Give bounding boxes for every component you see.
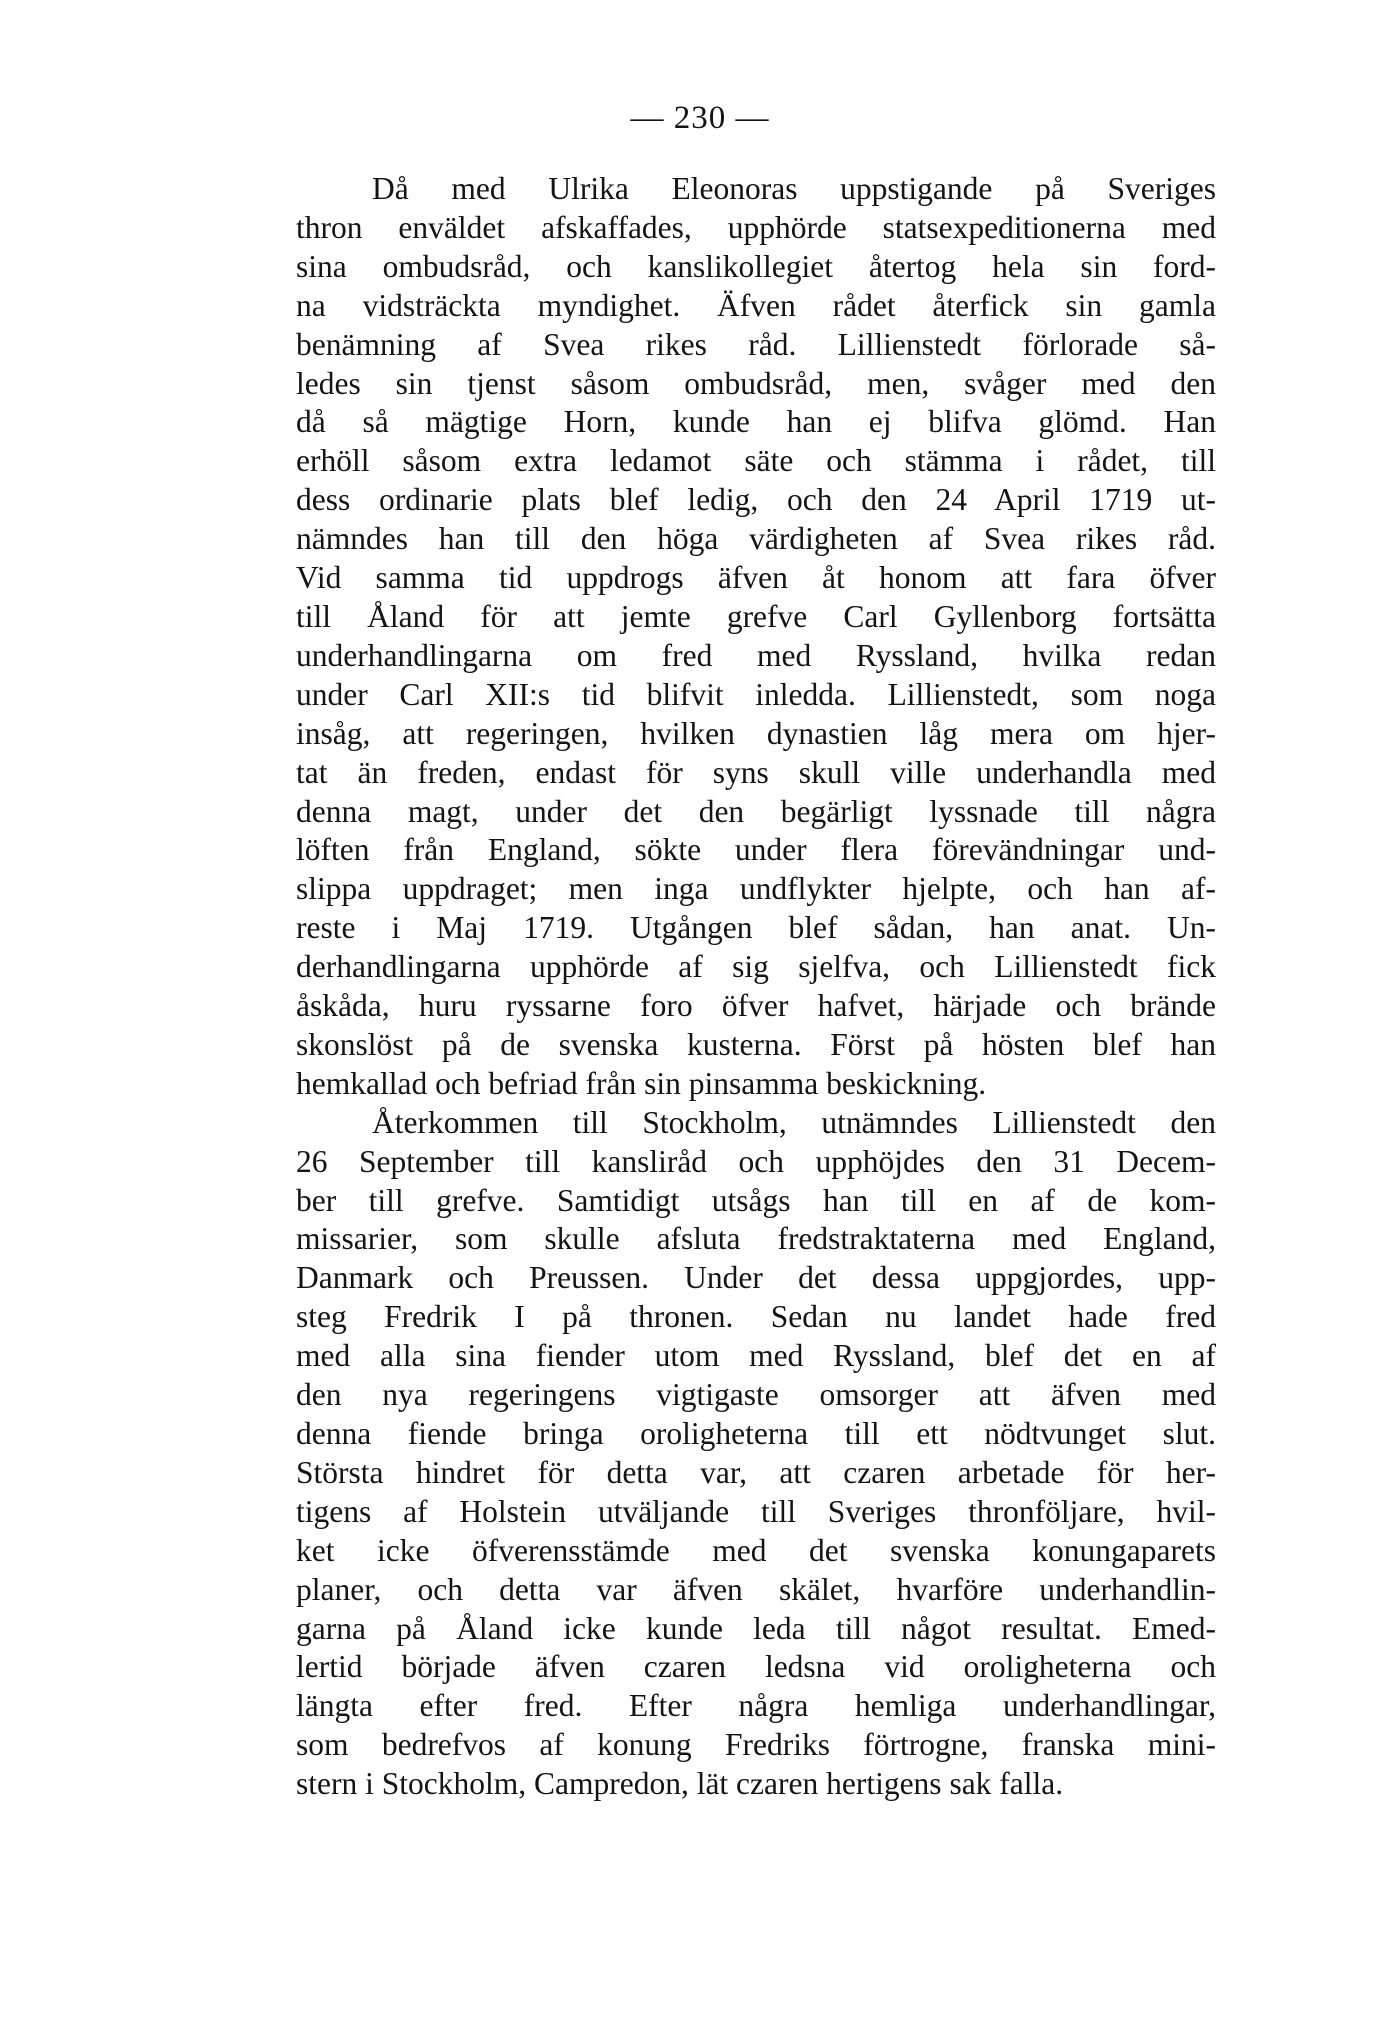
text-line: reste i Maj 1719. Utgången blef sådan, han anat. Un- (296, 910, 1216, 946)
text-line: som bedrefvos af konung Fredriks förtrogne, franska mini- (296, 1727, 1216, 1763)
paragraph-2 (296, 1104, 1216, 1804)
text-line: sina ombudsråd, och kanslikollegiet återtog hela sin ford- (296, 248, 1216, 284)
text-line: under Carl XII:s tid blifvit inledda. Lillienstedt, som noga (296, 676, 1216, 712)
text-line: den nya regeringens vigtigaste omsorger att äfven med (296, 1377, 1216, 1413)
text-line: derhandlingarna upphörde af sig sjelfva, och Lillienstedt fick (296, 949, 1216, 985)
text-line: ket icke öfverensstämde med det svenska konungaparets (296, 1532, 1216, 1568)
text-line: tigens af Holstein utväljande till Sveriges thronföljare, hvil- (296, 1493, 1216, 1529)
text-line: med alla sina fiender utom med Ryssland, blef det en af (296, 1338, 1216, 1374)
text-line: ber till grefve. Samtidigt utsågs han till en af de kom- (296, 1182, 1216, 1218)
text-line: stern i Stockholm, Campredon, lät czaren hertigens sak falla. (296, 1766, 1064, 1802)
text-line: insåg, att regeringen, hvilken dynastien låg mera om hjer- (296, 715, 1216, 751)
text-line: benämning af Svea rikes råd. Lillienstedt förlorade så- (296, 326, 1216, 362)
page-number: — 230 — (630, 100, 770, 136)
text-line: 26 September till kansliråd och upphöjdes den 31 Decem- (296, 1143, 1216, 1179)
text-line: löften från England, sökte under flera förevändningar und- (296, 832, 1216, 868)
text-line: planer, och detta var äfven skälet, hvarföre underhandlin- (296, 1571, 1216, 1607)
text-line: thron enväldet afskaffades, upphörde statsexpeditionerna med (296, 209, 1216, 245)
text-line: åskåda, huru ryssarne foro öfver hafvet, härjade och brände (296, 988, 1216, 1024)
text-line: lertid började äfven czaren ledsna vid oroligheterna och (296, 1649, 1216, 1685)
text-line: ledes sin tjenst såsom ombudsråd, men, svåger med den (296, 365, 1216, 401)
text-line: till Åland för att jemte grefve Carl Gyllenborg fortsätta (296, 598, 1216, 634)
text-line: dess ordinarie plats blef ledig, och den 24 April 1719 ut- (296, 482, 1216, 518)
text-line: nämndes han till den höga värdigheten af Svea rikes råd. (296, 521, 1216, 557)
text-line: Återkommen till Stockholm, utnämndes Lillienstedt den (372, 1104, 1216, 1140)
text-line: denna magt, under det den begärligt lyssnade till några (296, 793, 1216, 829)
text-line: skonslöst på de svenska kusterna. Först på hösten blef han (296, 1026, 1216, 1062)
paragraph-1 (296, 170, 1216, 1104)
text-line: denna fiende bringa oroligheterna till ett nödtvunget slut. (296, 1416, 1216, 1451)
text-line: underhandlingarna om fred med Ryssland, hvilka redan (296, 637, 1216, 673)
text-line: Danmark och Preussen. Under det dessa uppgjordes, upp- (296, 1260, 1216, 1296)
text-line: steg Fredrik I på thronen. Sedan nu landet hade fred (296, 1299, 1216, 1335)
text-line: na vidsträckta myndighet. Äfven rådet återfick sin gamla (296, 287, 1216, 323)
text-line: Vid samma tid uppdrogs äfven åt honom att fara öfver (296, 560, 1216, 596)
text-line: då så mägtige Horn, kunde han ej blifva glömd. Han (296, 404, 1216, 440)
text-line: slippa uppdraget; men inga undflykter hjelpte, och han af- (296, 871, 1216, 907)
text-line: garna på Åland icke kunde leda till något resultat. Emed- (296, 1610, 1216, 1646)
text-line: Största hindret för detta var, att czaren arbetade för her- (296, 1454, 1216, 1490)
text-line: tat än freden, endast för syns skull ville underhandla med (296, 754, 1216, 790)
text-line: erhöll såsom extra ledamot säte och stämma i rådet, till (296, 443, 1216, 479)
body-text (296, 170, 1216, 1804)
text-line: längta efter fred. Efter några hemliga underhandlingar, (296, 1688, 1216, 1724)
text-line: missarier, som skulle afsluta fredstraktaterna med England, (296, 1221, 1216, 1257)
text-line: Då med Ulrika Eleonoras uppstigande på Sveriges (372, 171, 1216, 206)
text-line: hemkallad och befriad från sin pinsamma beskickning. (296, 1065, 987, 1101)
